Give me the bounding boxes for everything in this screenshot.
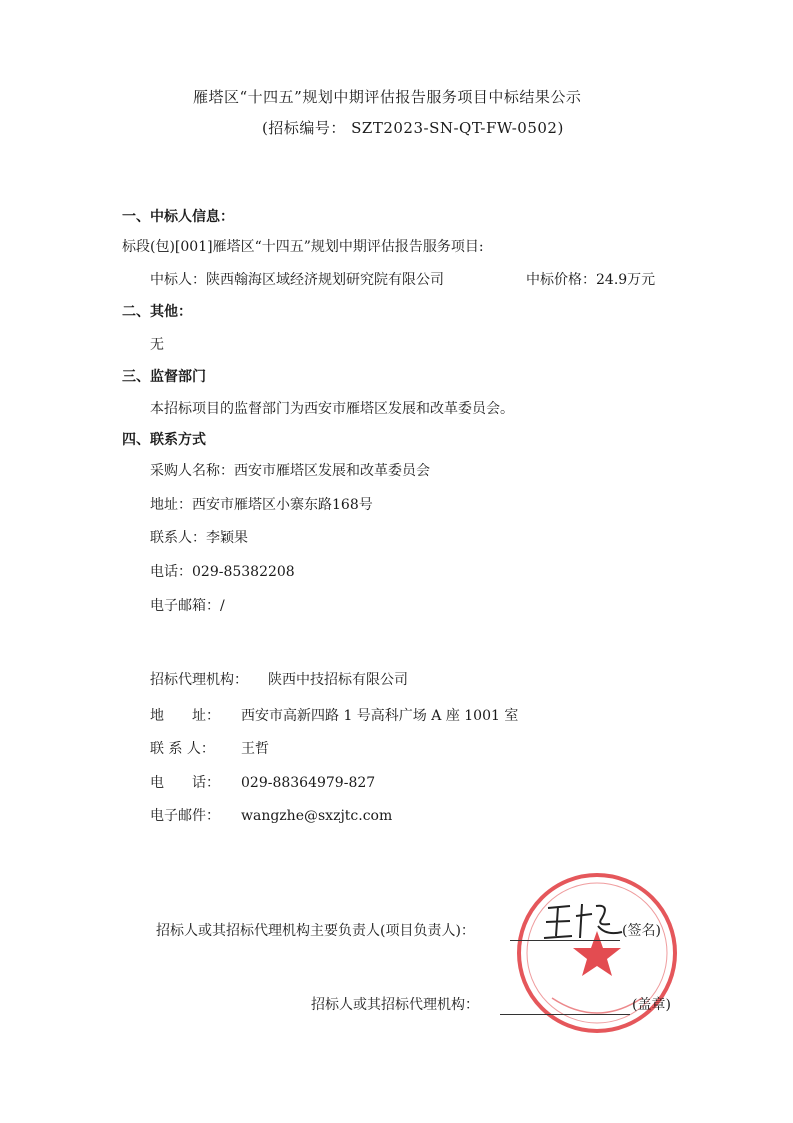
purchaser-address: 地址：西安市雁塔区小寨东路168号	[150, 497, 373, 513]
signature-suffix: (签名)	[622, 923, 661, 939]
stamp-suffix: (盖章)	[632, 997, 671, 1013]
agency-contact-value: 王哲	[241, 741, 269, 757]
purchaser-email: 电子邮箱：/	[150, 598, 225, 614]
section-1-heading: 一、中标人信息：	[122, 209, 234, 225]
other-content: 无	[150, 337, 164, 353]
lot-description: 标段(包)[001]雁塔区“十四五”规划中期评估报告服务项目:	[122, 239, 484, 255]
section-4-heading: 四、联系方式	[122, 432, 206, 448]
purchaser-phone: 电话：029-85382208	[150, 564, 295, 580]
winning-bidder: 中标人：陕西翰海区域经济规划研究院有限公司	[150, 272, 444, 288]
agency-email-label: 电子邮件：	[150, 808, 220, 824]
agency-phone-label: 电 话：	[150, 775, 220, 791]
winning-price: 中标价格：24.9万元	[526, 272, 656, 288]
notice-title: 雁塔区“十四五”规划中期评估报告服务项目中标结果公示	[193, 88, 582, 106]
section-2-heading: 二、其他：	[122, 304, 192, 320]
section-3-heading: 三、监督部门	[122, 369, 206, 385]
agency-name-label: 招标代理机构：	[150, 672, 248, 688]
stamp-line	[500, 1014, 630, 1015]
purchaser-name: 采购人名称：西安市雁塔区发展和改革委员会	[150, 463, 430, 479]
agency-contact-label: 联 系 人：	[150, 741, 215, 757]
responsible-person-label: 招标人或其招标代理机构主要负责人(项目负责人)：	[156, 923, 475, 939]
handwritten-signature	[540, 896, 630, 946]
purchaser-contact: 联系人：李颖果	[150, 530, 248, 546]
agency-email-value: wangzhe@sxzjtc.com	[241, 808, 393, 824]
organization-label: 招标人或其招标代理机构：	[311, 997, 479, 1013]
agency-address-value: 西安市高新四路 1 号高科广场 A 座 1001 室	[241, 708, 519, 724]
agency-phone-value: 029-88364979-827	[241, 775, 376, 791]
supervision-content: 本招标项目的监督部门为西安市雁塔区发展和改革委员会。	[150, 401, 514, 417]
tender-code: (招标编号： SZT2023-SN-QT-FW-0502)	[262, 119, 564, 137]
signature-line	[510, 940, 620, 941]
agency-name-value: 陕西中技招标有限公司	[268, 672, 408, 688]
agency-address-label: 地 址：	[150, 708, 220, 724]
